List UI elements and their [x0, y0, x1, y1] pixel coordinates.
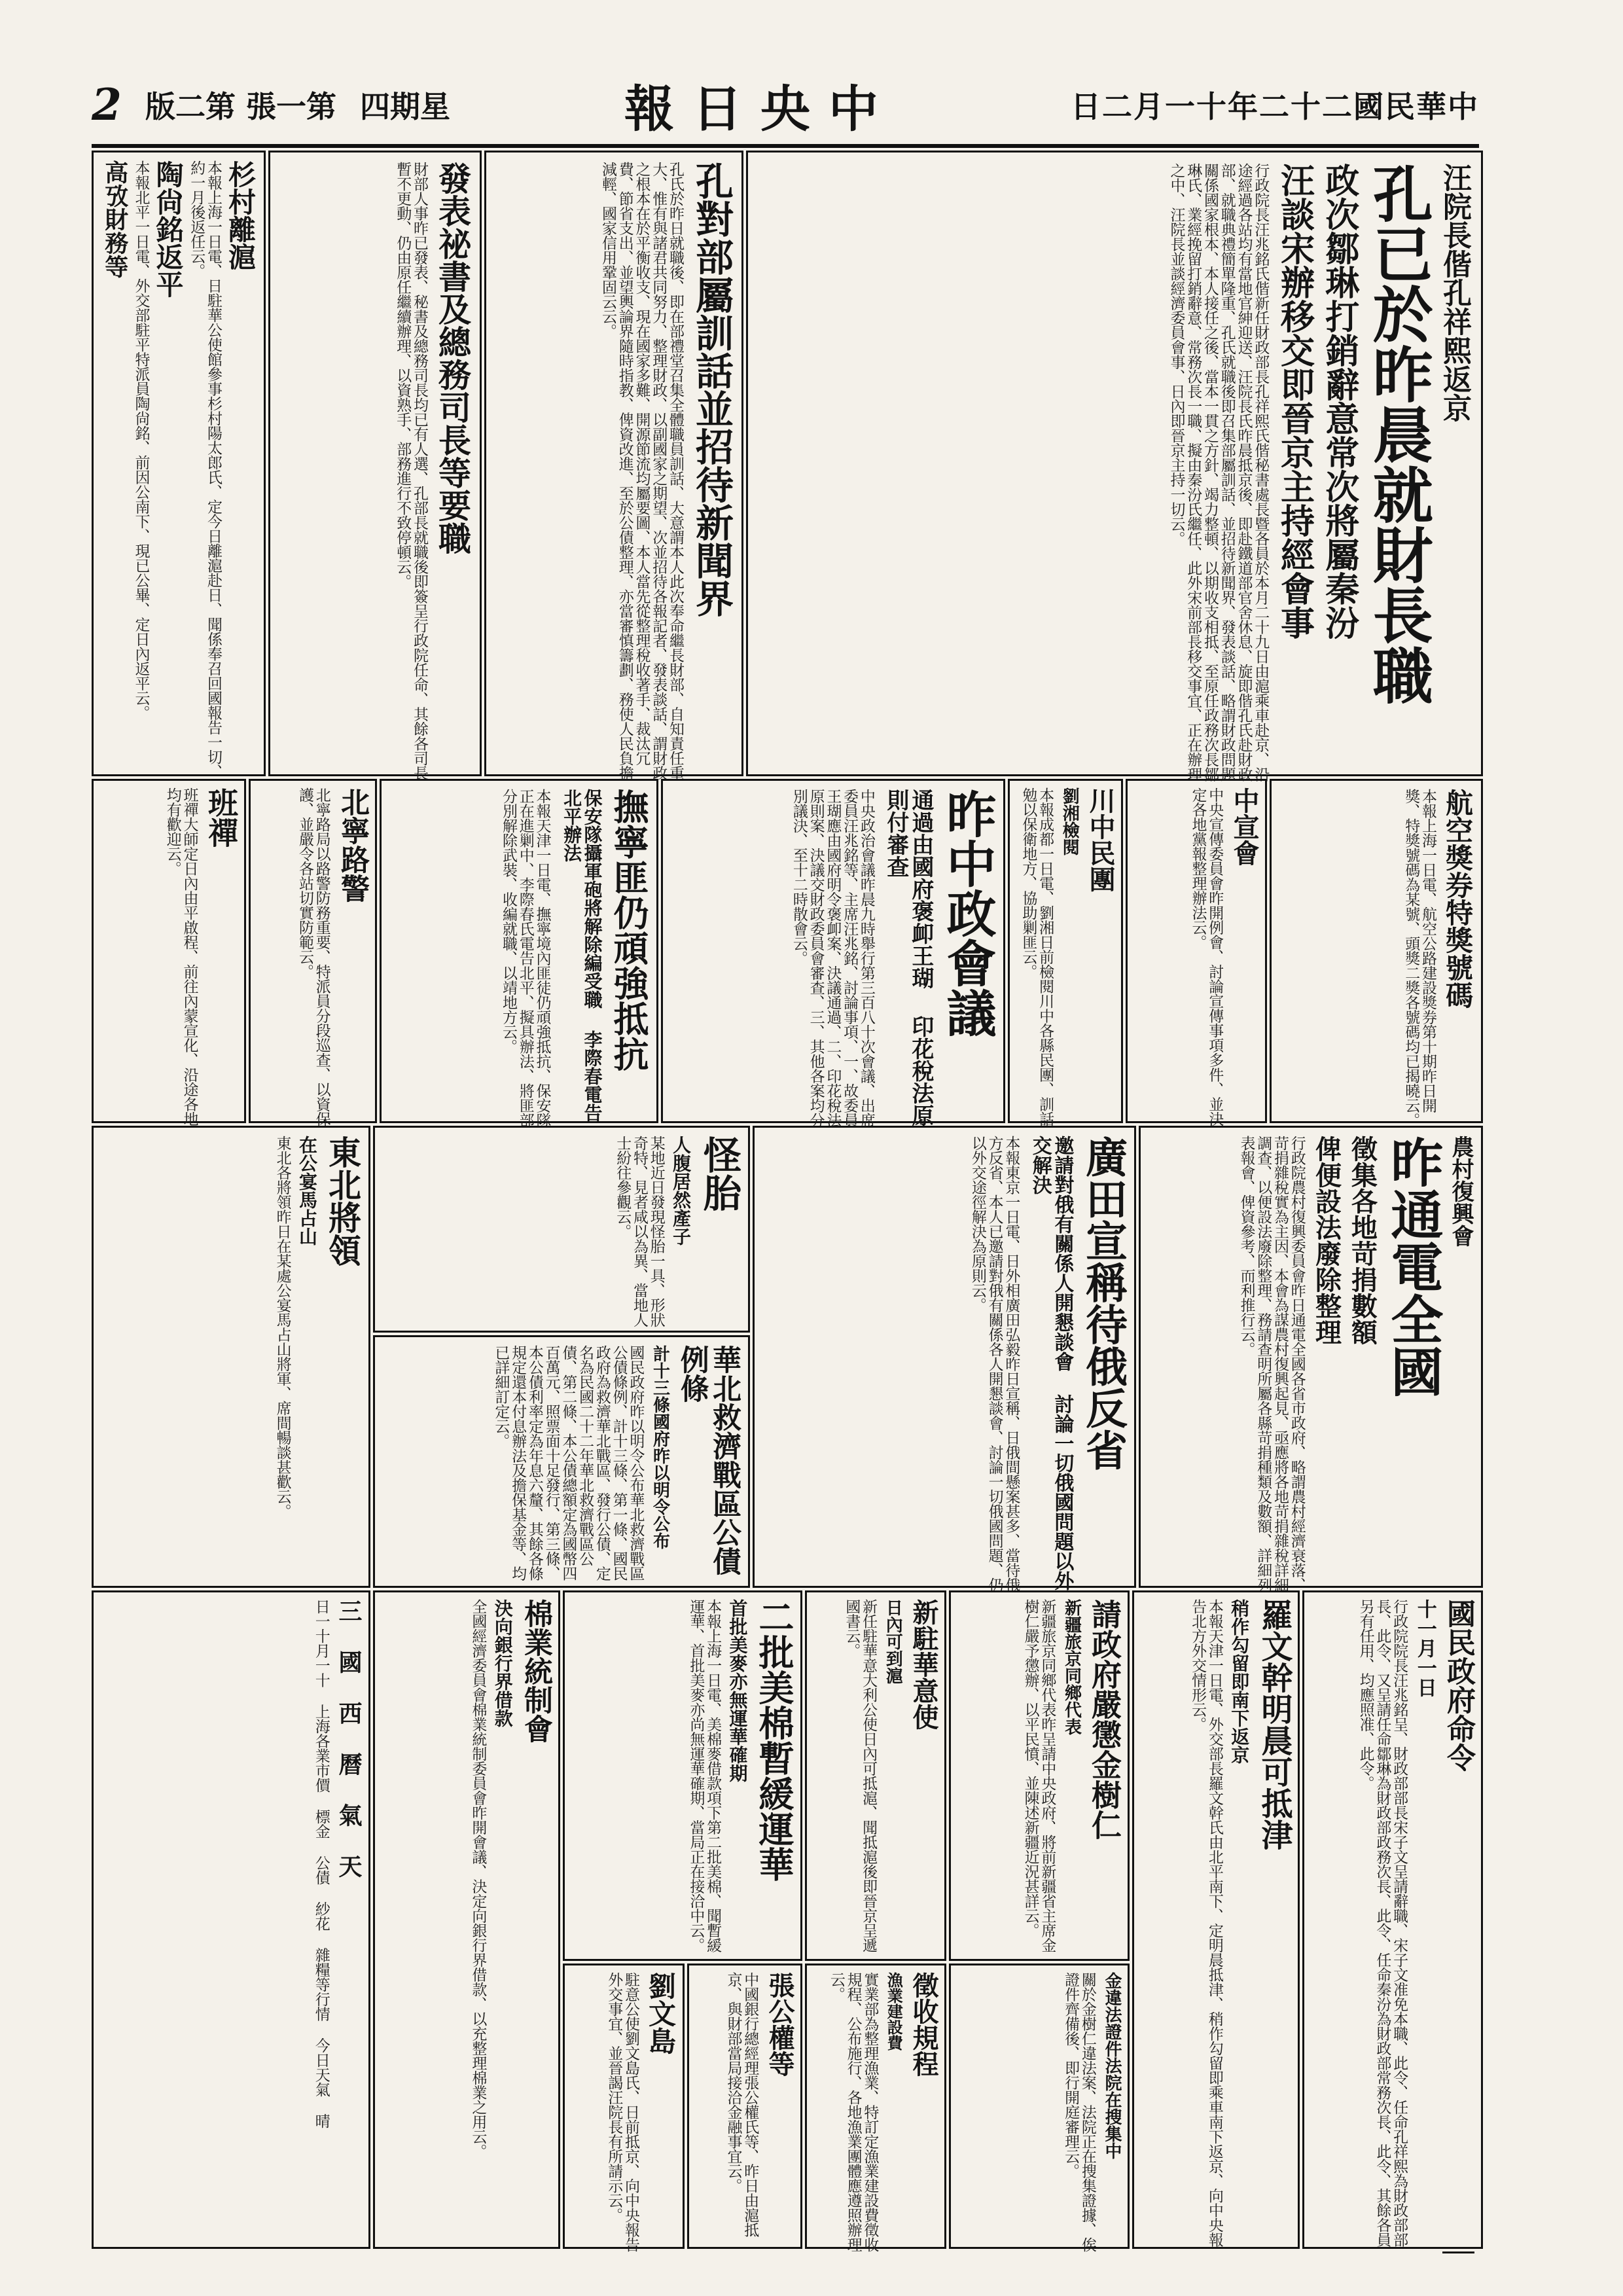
market-heading: 三 國 西 曆 氣 天: [335, 1599, 363, 1878]
decree-body: 行政院院長汪兆銘呈、財政部部長宋子文呈請辭職、宋子文准免本職、此令、任命孔祥熙為財政部部長、此令、又呈請任命鄒琳為財政部政務次長、此令、任命秦汾為財政部常務次長、此令、其餘各員另有任用、均應照准、此令。: [1357, 1599, 1408, 2247]
ghost-body: 某地近日發現怪胎一具、形狀奇特、見者咸以為異、當地人士紛往參觀云。: [614, 1136, 665, 1327]
liu-body: 駐意公使劉文島氏、日前抵京、向中央報告外交事宜、並晉謁汪院長有所請示云。: [605, 1972, 639, 2252]
northeast-generals-story: [92, 1126, 370, 1588]
secretary-body: 財部人事昨已發表、秘書及總務司長均已有人選、孔部長就職後即簽呈行政院任命、其餘各司長暫不更動、仍由原任繼續辦理、以資熟手、部務進行不致停頓云。: [394, 162, 428, 780]
liu-headline: 劉文島: [645, 1972, 677, 2054]
paper-name: 報日央中: [624, 79, 897, 138]
panchen-story: [92, 779, 246, 1126]
bonds-story: [373, 1335, 750, 1588]
zhongxuan-story: [1126, 779, 1267, 1126]
zhang-headline: 張公權等: [764, 1972, 795, 2077]
masthead-left: [92, 79, 450, 130]
ghost-headline: 怪胎: [697, 1136, 741, 1211]
cotton-story: [563, 1590, 802, 1961]
rural-revival-story: [1139, 1126, 1483, 1592]
lead-body: 行政院長汪兆銘氏偕新任財政部長孔祥熙氏偕秘書處長暨各員於本月二十九日由滬乘車赴京、沿途經過各站均有當地官紳迎送、汪院長氏昨晨抵京後、即赴鐵道部官舍休息、旋即偕孔氏赴財政部、就職典禮簡單隆重、孔氏就職後即召集部屬訓話、並招待新聞界、發表談話、略謂財政問題關係國家根本、本人接任之後、當本一貫之方針、竭力整頓、以期收支相抵、至原任政務次長鄒琳氏、業經挽留打銷辭意、常務次長一職、擬由秦汾氏繼任、此外宋前部長移交事宜、正在辦理之中、汪院長並談經濟委員會事、日內即晉京主持一切云。: [1168, 163, 1270, 781]
secretary-headline: 發表祕書及總務司長等要職: [433, 162, 472, 554]
hirota-deck: 邀請對俄有關係人開懇談會 討論一切俄國問題以外交解決: [1028, 1136, 1074, 1590]
italian-envoy-headline: 新駐華意使: [908, 1599, 939, 1730]
brief-headline-3: 高攷財務等: [101, 160, 129, 278]
northeast-body: 東北各將領昨日在某處公宴馬占山將軍、席間暢談甚歡云。: [274, 1136, 291, 1518]
kong-speech-story: [484, 151, 743, 780]
aviation-lottery: [1270, 779, 1483, 1128]
section-label: 版二第 張一第: [145, 89, 336, 124]
zhongxuan-headline: 中宣會: [1229, 787, 1260, 866]
weekday: 四期星: [359, 89, 450, 124]
brief-headline-1: 杉村離滬: [224, 160, 257, 270]
cpc-body: 中央政治會議昨晨九時舉行第三百八十次會議、出席委員汪兆銘等、主席汪兆銘、討論事項、一、故委員王瑚應由國府明令褒卹案、決議通過、二、印花稅法原則案、決議交財政委員會審查、三、其他各案均分別議決、至十二時散會云。: [790, 789, 875, 1128]
funing-deck: 保安隊攝軍砲將解除編受職 李際春電告北平辦法: [561, 789, 603, 1122]
brief-headline-2: 陶尙銘返平: [152, 160, 185, 298]
jin-shuren-story: [949, 1590, 1130, 1961]
cotton-control-deck: 決向銀行界借款: [491, 1599, 514, 1727]
beining-police-story: [249, 779, 377, 1126]
lead-deck-1: 政次鄒琳打銷辭意常次將屬秦汾: [1319, 163, 1359, 639]
masthead: [92, 65, 1479, 148]
panchen-headline: 班禪: [204, 787, 239, 848]
hirota-story: [753, 1126, 1136, 1592]
jin-evidence-story: [949, 1964, 1130, 2252]
sichuan-story: [1008, 779, 1123, 1126]
northeast-deck: 在公宴馬占山: [296, 1136, 318, 1246]
market-body: 日一十月一十 上海各業市價 標金 公債 紗花 雜糧等行情 今日天氣 晴: [312, 1599, 330, 2128]
funing-headline: 撫寧匪仍頑強抵抗: [608, 789, 650, 1071]
fishery-body: 實業部為整理漁業、特訂定漁業建設費徵收規程、公布施行、各地漁業團體應遵照辦理云。: [827, 1972, 879, 2252]
luo-story: [1132, 1590, 1300, 2249]
hirota-body: 本報東京一日電、日外相廣田弘毅昨日宣稱、日俄間懸案甚多、當待俄方反省、本人已邀請對俄有關係各人開懇談會、討論一切俄國問題、仍以外交途徑解決為原則云。: [969, 1136, 1020, 1592]
italian-envoy-deck: 日內可到滬: [883, 1599, 903, 1684]
cpc-deck: 通過由國府褒卹王瑚 印花稅法原則付審查: [882, 789, 934, 1126]
cotton-control-headline: 棉業統制會: [519, 1599, 552, 1743]
beining-body: 北寧路局以路警防務重要、特派員分段巡查、以資保護、並嚴令各站切實防範云。: [296, 787, 330, 1126]
cotton-control-body: 全國經濟委員會棉業統制委員會昨開會議、決定向銀行界借款、以充整理棉業之用云。: [469, 1599, 487, 2159]
rural-deck-2: 俾便設法廢除整理: [1311, 1136, 1342, 1345]
bonds-deck: 計十三條國府昨以明令公布: [650, 1345, 670, 1549]
jin-evidence-body: 關於金樹仁違法案、法院正在搜集證據、俟證件齊備後、即行開庭審理云。: [1062, 1972, 1096, 2252]
market-table: [92, 1590, 370, 2249]
liu-story: [563, 1964, 685, 2252]
cotton-control-story: [373, 1590, 560, 2249]
cotton-deck: 首批美麥亦無運華確期: [726, 1599, 749, 1782]
rural-body: 行政院農村復興委員會昨日通電全國各省市政府、略謂農村經濟衰落、苛捐雜稅實為主因、本會為謀農村復興起見、亟應將各地苛捐雜稅詳細調查、以便設法廢除整理、務請查明所屬各縣苛捐種類及數額、詳細列表報會、俾資參考、而利推行云。: [1238, 1136, 1306, 1592]
cotton-body: 本報上海一日電、美棉麥借款項下第二批美棉、聞暫緩運華、首批美麥亦尚無運華確期、當局正在接洽中云。: [687, 1599, 722, 1952]
aviation-body: 本報上海一日電、航空公路建設獎券第十期昨日開獎、特獎號碼為某號、頭獎二獎各號碼均已揭曉云。: [1402, 789, 1436, 1128]
jin-body: 新疆旅京同鄉代表昨呈請中央政府、將前新疆省主席金樹仁嚴予懲辦、以平民憤、並陳述新疆近況甚詳云。: [1022, 1599, 1056, 1952]
hirota-headline: 廣田宣稱待俄反省: [1079, 1136, 1128, 1471]
italian-envoy-story: [805, 1590, 946, 1961]
lead-headline: 孔已於昨晨就財長職: [1363, 163, 1434, 705]
cotton-headline: 二批美棉暫緩運華: [753, 1599, 795, 1882]
fishery-story: [805, 1964, 946, 2252]
cpc-headline: 昨中政會議: [938, 789, 997, 1037]
cpc-meeting-story: [661, 779, 1005, 1128]
panchen-body: 班禪大師定日內由平啟程、前往內蒙宣化、沿途各地均有歡迎云。: [164, 787, 198, 1126]
secretary-story: [268, 151, 482, 780]
government-decree: [1302, 1590, 1483, 2249]
zhang-story: [687, 1964, 802, 2249]
rural-deck-1: 徵集各地苛捐數額: [1347, 1136, 1378, 1345]
bonds-headline: 華北救濟戰區公債例條: [675, 1345, 741, 1575]
beining-headline: 北寧路警: [336, 787, 369, 903]
luo-headline: 羅文幹明晨可抵津: [1256, 1599, 1293, 1850]
kong-speech-body: 孔氏於昨日就職後、即在部禮堂召集全體職員訓話、大意謂本人此次奉命繼長財部、自知責任重大、惟有與諸君共同努力、整理財政、以副國家之期望、次並招待各報記者、發表談話、謂財政之根本在於平衡收支、現在國家多難、開源節流均屬要圖、本人當先從整理稅收著手、裁汰冗費、節省支出、並望輿論界隨時指教、俾資改進、至於公債整理、亦當審慎籌劃、務使人民負擔減輕、國家信用鞏固云云。: [599, 162, 685, 780]
lead-kicker: 汪院長偕孔祥熙返京: [1438, 163, 1471, 422]
brief-column: [92, 151, 266, 779]
fishery-deck: 漁業建設費: [884, 1972, 904, 2051]
lead-story: [746, 151, 1483, 781]
luo-deck: 稍作勾留即南下返京: [1228, 1599, 1251, 1764]
decree-date: 十一月一日: [1413, 1599, 1436, 1697]
fishery-headline: 徵收規程: [908, 1972, 939, 2077]
luo-body: 本報天津一日電、外交部長羅文幹氏由北平南下、定明晨抵津、稍作勾留即乘車南下返京、向中央報告北方外交情形云。: [1189, 1599, 1223, 2247]
page-number: 2: [92, 79, 122, 130]
lead-deck-2: 汪談宋辦移交即晉京主持經會事: [1274, 163, 1315, 639]
brief-body-2: 本報北平一日電、外交部駐平特派員陶尙銘、前因公南下、現已公畢、定日內返平云。: [132, 160, 150, 720]
sichuan-headline: 川中民團: [1085, 787, 1116, 892]
jin-deck: 新疆旅京同鄉代表: [1061, 1599, 1082, 1735]
bonds-body: 國民政府昨以明令公布華北救濟戰區公債條例、計十三條、第一條、國民政府為救濟華北戰區、發行公債、定名為民國二十二年華北救濟戰區公債、第二條、本公債總額定為國幣四百萬元、照票面十足發行、第三條、本公債利率定為年息六釐、其餘各條規定還本付息辦法及擔保基金等、均已詳細訂定云。: [492, 1345, 645, 1581]
zhang-body: 中國銀行總經理張公權氏等、昨日由滬抵京、與財部當局接洽金融事宜云。: [724, 1972, 759, 2237]
ghost-deck: 人腹居然產子: [670, 1136, 692, 1246]
zhongxuan-body: 中央宣傳委員會昨開例會、討論宣傳事項多件、並決定各地黨報整理辦法云。: [1189, 787, 1224, 1126]
rural-kicker: 農村復興會: [1448, 1136, 1474, 1247]
jin-headline: 請政府嚴懲金樹仁: [1087, 1599, 1122, 1840]
aviation-headline: 航空獎券特獎號碼: [1442, 789, 1474, 1009]
northeast-headline: 東北將領: [323, 1136, 362, 1266]
funing-body: 本報天津一日電、撫寧境內匪徒仍頑強抵抗、保安隊正在進剿中、李際春氏電告北平、擬具辦法、將匪部分別解除武裝、收編就職、以靖地方云。: [500, 789, 551, 1128]
brief-body-1: 本報上海一日電、日駐華公使館參事杉村陽太郎氏、定今日離滬赴日、聞係奉召回國報告一切、約一月後返任云。: [188, 160, 222, 779]
ghost-story: [373, 1126, 750, 1333]
sichuan-deck: 劉湘檢閱: [1060, 787, 1080, 855]
funing-bandit-story: [380, 779, 658, 1128]
decree-title: 國民政府命令: [1442, 1599, 1474, 2253]
rural-headline: 昨通電全國: [1382, 1136, 1444, 1397]
issue-date: 日二月一十年二十二國民華中: [1070, 89, 1479, 124]
kong-speech-headline: 孔對部屬訓話並招待新聞界: [689, 162, 734, 617]
italian-envoy-body: 新任駐華意大利公使日內可抵滬、聞抵滬後即晉京呈遞國書云。: [843, 1599, 878, 1952]
sichuan-body: 本報成都一日電、劉湘日前檢閱川中各縣民團、訓話勉以保衛地方、協助剿匪云。: [1020, 787, 1054, 1126]
jin-evidence-headline: 金違法證件法院在搜集中: [1102, 1972, 1122, 2159]
